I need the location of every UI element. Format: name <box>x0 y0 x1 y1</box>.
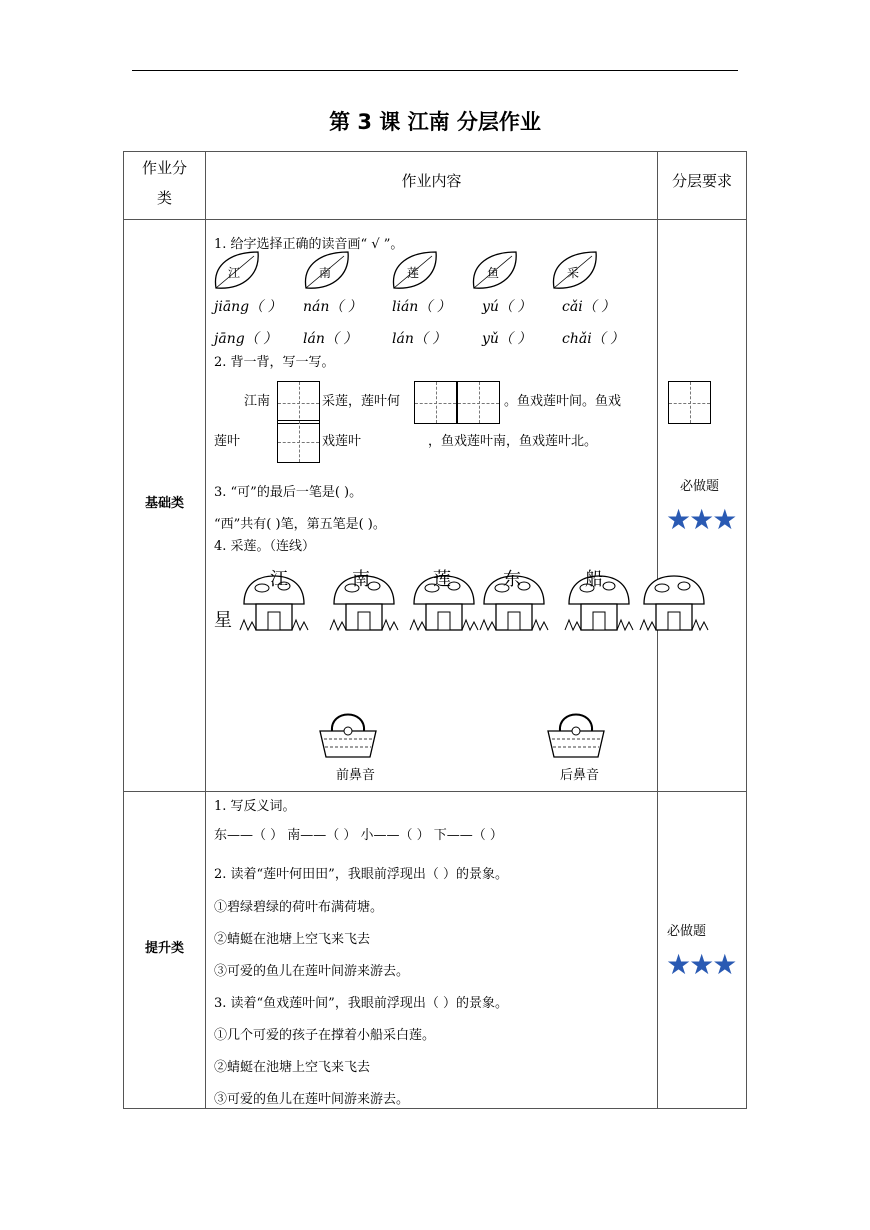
q3-line1: 3. “可”的最后一笔是( )。 <box>214 485 363 500</box>
poem-text: 采莲，莲叶何 <box>322 394 401 409</box>
table-border-right <box>746 151 747 1109</box>
star-rating: ★★★ <box>666 503 736 536</box>
pinyin-option: cǎi（ ） <box>562 299 616 315</box>
table-border-left <box>123 151 124 1109</box>
basket-icon <box>544 705 608 761</box>
adv-line: 1. 写反义词。 <box>214 799 296 814</box>
adv-line: ③可爱的鱼儿在莲叶间游来游去。 <box>214 964 410 979</box>
header-category-line2: 类 <box>156 189 172 207</box>
header-content: 作业内容 <box>401 172 462 190</box>
leaf-char: 江 <box>227 266 240 280</box>
category-basic: 基础类 <box>144 496 184 511</box>
page-title: 第 3 课 江南 分层作业 <box>329 110 541 134</box>
table-border-top <box>123 151 746 152</box>
mushroom-char: 东 <box>503 569 521 590</box>
adv-line: ①几个可爱的孩子在撑着小船采白莲。 <box>214 1028 436 1043</box>
poem-text: 江南 <box>244 394 271 409</box>
mushroom-char: 江 <box>270 569 288 590</box>
mushroom-house-row <box>230 574 710 634</box>
pinyin-option: lián（ ） <box>392 299 451 315</box>
pinyin-option: lán（ ） <box>303 331 358 347</box>
table-border-bottom <box>123 1108 746 1109</box>
q4-prompt: 4. 采莲。（连线） <box>214 539 316 554</box>
leaf-char: 莲 <box>406 266 419 280</box>
poem-text: ，鱼戏莲叶南，鱼戏莲叶北。 <box>428 434 598 449</box>
mushroom-char: 莲 <box>433 569 451 590</box>
q2-prompt: 2. 背一背，写一写。 <box>214 355 335 370</box>
pinyin-option: jāng（ ） <box>214 331 278 347</box>
adv-line: ①碧绿碧绿的荷叶布满荷塘。 <box>214 900 384 915</box>
poem-text: 。鱼戏莲叶间。鱼戏 <box>504 394 622 409</box>
requirement-basic: 必做题 <box>680 479 720 494</box>
adv-line: 东——（ ） 南——（ ） 小——（ ） 下——（ ） <box>214 828 503 843</box>
mushroom-char: 南 <box>352 569 370 590</box>
basket-label: 前鼻音 <box>336 768 376 783</box>
basket-icon <box>316 705 380 761</box>
adv-line: 2. 读着“莲叶何田田”，我眼前浮现出（ ）的景象。 <box>214 867 508 882</box>
leaf-row <box>212 248 652 292</box>
pinyin-option: chǎi（ ） <box>562 331 625 347</box>
writing-box[interactable] <box>414 381 457 424</box>
header-category <box>124 153 205 213</box>
leaf-char: 采 <box>566 266 579 280</box>
table-header-bottom <box>123 219 746 220</box>
adv-line: ②蜻蜓在池塘上空飞来飞去 <box>214 1060 371 1075</box>
header-requirement: 分层要求 <box>671 172 732 190</box>
adv-line: 3. 读着“鱼戏莲叶间”，我眼前浮现出（ ）的景象。 <box>214 996 508 1011</box>
star-rating: ★★★ <box>666 948 736 981</box>
writing-box[interactable] <box>277 420 320 463</box>
category-advanced: 提升类 <box>144 941 184 956</box>
mushroom-house-icon <box>640 576 708 630</box>
header-rule <box>132 70 738 71</box>
mushroom-char-extra: 星 <box>214 610 232 631</box>
pinyin-option: yú（ ） <box>482 299 532 315</box>
requirement-advanced: 必做题 <box>667 924 707 939</box>
pinyin-option: nán（ ） <box>303 299 362 315</box>
leaf-char: 南 <box>318 266 331 280</box>
adv-line: ②蜻蜓在池塘上空飞来飞去 <box>214 932 371 947</box>
q1-prompt: 1. 给字选择正确的读音画“ √ ”。 <box>214 237 404 252</box>
mushroom-char: 船 <box>585 569 603 590</box>
q3-line2: “西”共有( )笔，第五笔是( )。 <box>214 517 386 532</box>
pinyin-option: lán（ ） <box>392 331 447 347</box>
table-row-divider <box>123 791 746 792</box>
writing-box[interactable] <box>277 381 320 424</box>
poem-text: 莲叶 <box>214 434 241 449</box>
writing-box[interactable] <box>457 381 500 424</box>
table-divider-1 <box>205 151 206 1109</box>
header-category-line1: 作业分 <box>141 159 187 177</box>
leaf-char: 鱼 <box>486 266 499 280</box>
poem-text: 戏莲叶 <box>322 434 362 449</box>
writing-box[interactable] <box>668 381 711 424</box>
adv-line: ③可爱的鱼儿在莲叶间游来游去。 <box>214 1092 410 1107</box>
pinyin-option: yǔ（ ） <box>482 331 532 347</box>
pinyin-option: jiāng（ ） <box>214 299 282 315</box>
basket-label: 后鼻音 <box>560 768 600 783</box>
